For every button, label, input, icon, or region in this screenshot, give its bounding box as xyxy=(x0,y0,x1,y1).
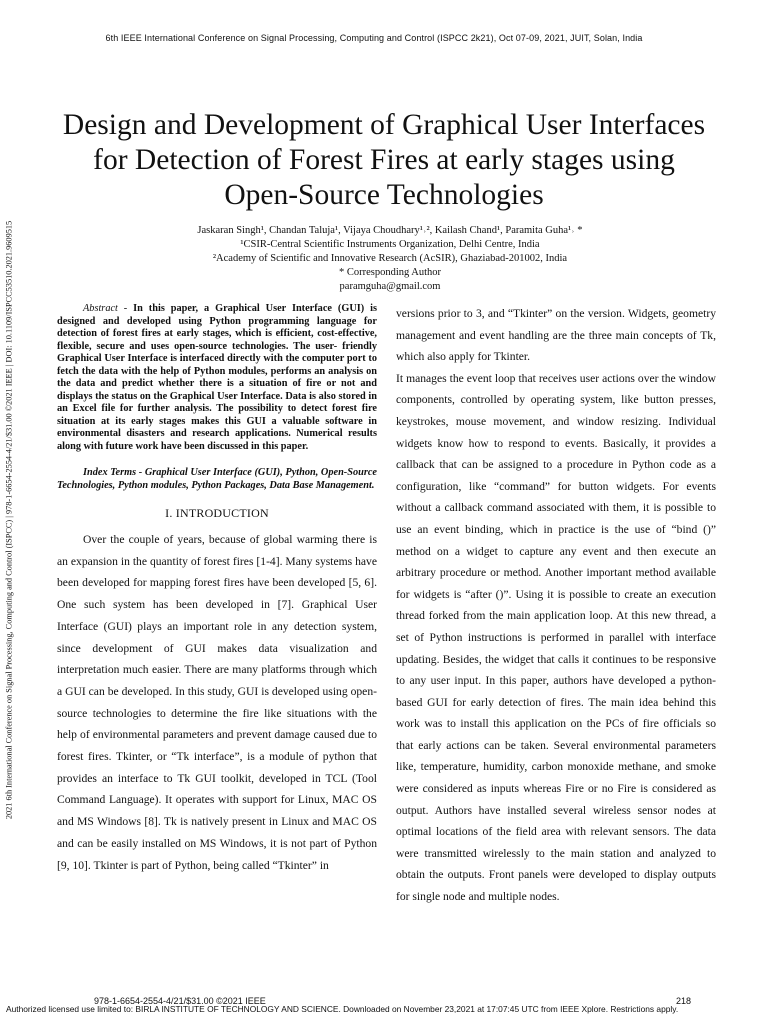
right-paragraph-2: It manages the event loop that receives user actions over the window components, controlled by operating system, like button presses, keystrokes, mouse movement, and window resizing. Individual widgets know how to respond to events. Basically, it provides a callback that can be assigned to a procedure in Python code as a configuration, like “command” for button widgets. For events without a callback command associated with them, it is possible to use an event binding, which in practice is the use of “bind ()” method on a widget to capture any event and then execute an arbitrary procedure or method. Another important method available for widgets is “after ()”. Using it is possible to create an execution thread forked from the main application loop. At this new thread, a set of Python instructions is performed in parallel with interface updating. Besides, the widget that calls it continues to be responsive to any user input. In this paper, authors have developed a python-based GUI for early detection of fires. The main idea behind this work was to install this application on the PCs of fire officials so that early actions can be taken. Several environmental parameters like, temperature, humidity, carbon monoxide methane, and smoke were considered as inputs whereas Fire or no Fire is considered as output. Authors have installed several wireless sensor nodes at optimal locations of the field area with relevant sensors. The data were transmitted wirelessly to the main station and analyzed to obtain the outputs. Front panels were developed to display outputs for single node and multiple nodes. xyxy=(396,371,716,904)
affiliation-1: ¹CSIR-Central Scientific Instruments Organization, Delhi Centre, India xyxy=(240,239,540,250)
title-line-2: for Detection of Forest Fires at early stages using xyxy=(93,144,675,176)
abstract xyxy=(57,303,377,453)
running-header: 6th IEEE International Conference on Signal Processing, Computing and Control (ISPCC 2k21), Oct 07-09, 2021, JUIT, Solan, India xyxy=(105,33,643,43)
right-paragraph-1: versions prior to 3, and “Tkinter” on the version. Widgets, geometry management and event handling are the three main concepts of Tk, which also apply for Tkinter. xyxy=(396,307,716,364)
title-line-1: Design and Development of Graphical User Interfaces xyxy=(62,109,706,141)
author-block xyxy=(160,224,620,294)
index-terms: Index Terms - Graphical User Interface (GUI), Python, Open-Source Technologies, Python modules, Python Packages, Data Base Management. xyxy=(57,467,377,491)
author-names: Jaskaran Singh¹, Chandan Taluja¹, Vijaya Choudhary¹˒², Kailash Chand¹, Paramita Guha¹˒ * xyxy=(197,225,583,236)
page-number: 218 xyxy=(676,996,692,1006)
side-note-text: 2021 6th International Conference on Signal Processing, Computing and Control (ISPCC) | 978-1-6654-2554-4/21/$31.00 ©2021 IEEE | DOI: 10.1109/ISPCC53510.2021.9609515 xyxy=(4,220,14,820)
title-line-3: Open-Source Technologies xyxy=(224,179,544,211)
abstract-text: In this paper, a Graphical User Interface (GUI) is designed and developed using Python programming language for detection of forest fires at early stages, which is efficient, cost-effective, flexible, secure and uses open-source technologies. The user- friendly Graphical User Interface is interfaced directly with the computer port to fetch the data with the help of Python modules, performs an analysis on the data and predict whether there is a situation of fire or not and displays the status on the Graphical User Interface. Data is also stored in an Excel file for further analysis. The possibility to detect forest fire situation at its early stages makes this GUI a valuable software in environmental disasters and research applications. Numerical results along with future work have been discussed in this paper. xyxy=(57,303,377,452)
affiliation-2: ²Academy of Scientific and Innovative Research (AcSIR), Ghaziabad-201002, India xyxy=(212,253,568,264)
right-column xyxy=(396,303,716,908)
author-email: paramguha@gmail.com xyxy=(339,281,441,292)
left-column xyxy=(57,303,377,876)
footer-license-notice: Authorized licensed use limited to: BIRLA INSTITUTE OF TECHNOLOGY AND SCIENCE. Downloaded on November 23,2021 at 17:07:45 UTC from IEEE Xplore. Restrictions apply. xyxy=(6,1004,679,1014)
side-note xyxy=(3,160,15,880)
corresponding-author: * Corresponding Author xyxy=(338,267,442,278)
paper-title xyxy=(20,108,748,213)
section-heading-introduction: I. INTRODUCTION xyxy=(165,506,269,520)
footer-copyright: 978-1-6654-2554-4/21/$31.00 ©2021 IEEE xyxy=(94,996,266,1006)
intro-paragraph: Over the couple of years, because of global warming there is an expansion in the quantity of forest fires [1-4]. Many systems have been developed for mapping forest fires have been developed [5, 6]. One such system has been developed in [7]. Graphical User Interface (GUI) plays an important role in any detection system, since development of GUI makes data visualization and interpretation much easier. There are many platforms through which a GUI can be developed. In this study, GUI is developed using open-source technologies to determine the fire like situations with the help of environmental parameters and prevent damage caused due to forest fires. Tkinter, or “Tk interface”, is a module of python that provides an interface to Tk GUI toolkit, developed in TCL (Tool Command Language). It operates with support for Linux, MAC OS and MS Windows [8]. Tk is natively present in Linux and MAC OS and can be easily installed on MS Windows, it is not part of Python [9, 10]. Tkinter is part of Python, being called “Tkinter” in xyxy=(57,533,377,872)
abstract-label: Abstract - xyxy=(83,303,134,314)
